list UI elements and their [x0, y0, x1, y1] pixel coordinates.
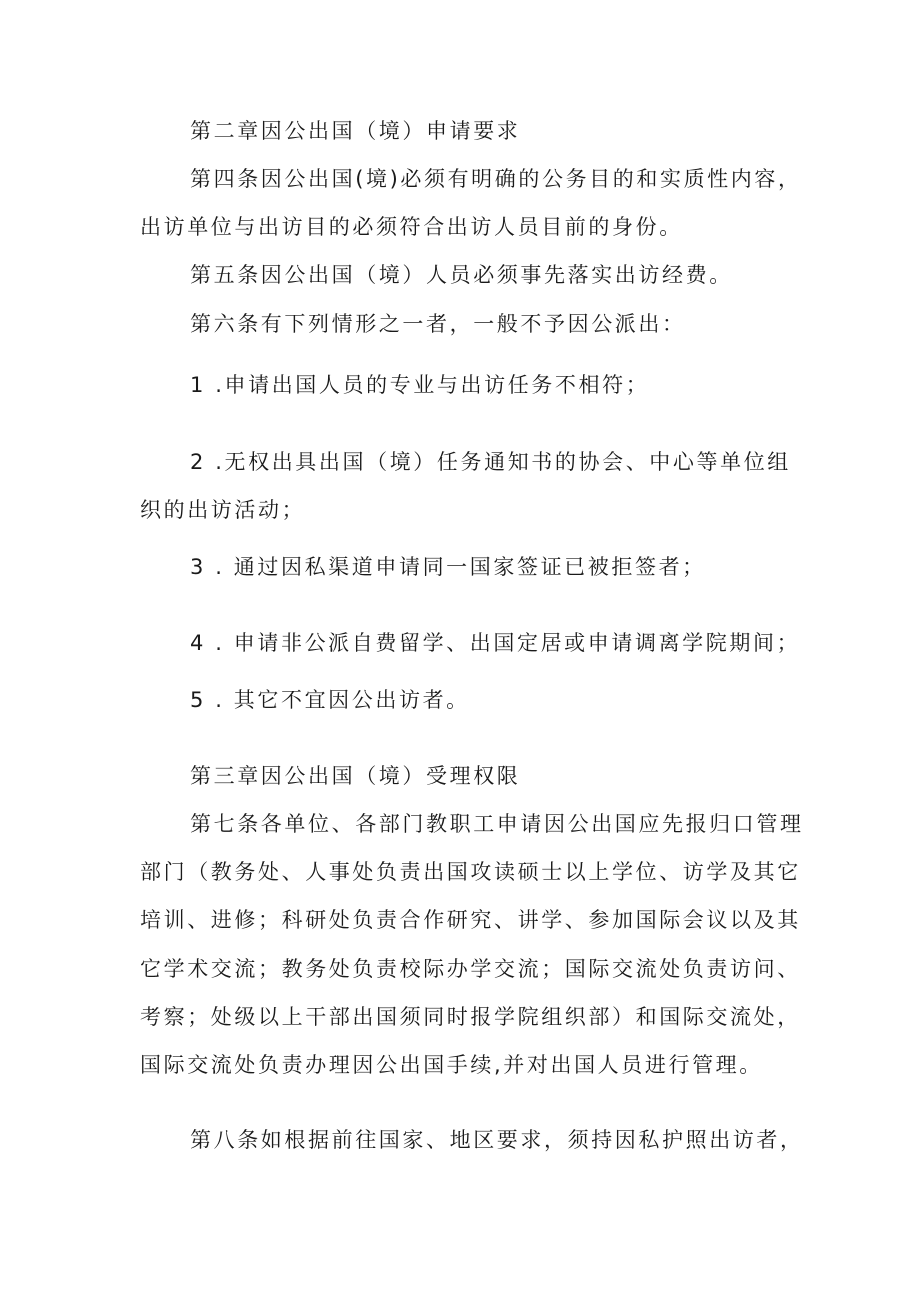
- article-6: 第六条有下列情形之一者，一般不予因公派出：: [190, 312, 686, 336]
- chapter-2-heading: 第二章因公出国（境）申请要求: [190, 119, 521, 143]
- article-6-item-2-line-2: 织的出访活动；: [140, 498, 306, 522]
- article-7-line-3: 培训、进修；科研处负责合作研究、讲学、参加国际会议以及其: [140, 908, 801, 932]
- article-6-item-2-line-1: 2 .无权出具出国（境）任务通知书的协会、中心等单位组: [190, 450, 791, 474]
- article-8-line-1: 第八条如根据前往国家、地区要求，须持因私护照出访者，: [190, 1128, 804, 1152]
- article-5: 第五条因公出国（境）人员必须事先落实出访经费。: [190, 263, 733, 287]
- article-6-item-3: 3 . 通过因私渠道申请同一国家签证已被拒签者；: [190, 555, 706, 579]
- article-7-line-4: 它学术交流；教务处负责校际办学交流；国际交流处负责访问、: [140, 957, 801, 981]
- article-4-line-1: 第四条因公出国(境)必须有明确的公务目的和实质性内容，: [190, 167, 802, 191]
- article-6-item-4: 4 . 申请非公派自费留学、出国定居或申请调离学院期间；: [190, 631, 801, 655]
- article-6-item-5: 5 . 其它不宜因公出访者。: [190, 688, 470, 712]
- article-6-item-1: 1 .申请出国人员的专业与出访任务不相符；: [190, 373, 650, 397]
- article-7-line-2: 部门（教务处、人事处负责出国攻读硕士以上学位、访学及其它: [140, 860, 801, 884]
- article-7-line-5: 考察；处级以上干部出国须同时报学院组织部）和国际交流处，: [140, 1005, 801, 1029]
- article-7-line-1: 第七条各单位、各部门教职工申请因公出国应先报归口管理: [190, 812, 804, 836]
- article-7-line-6: 国际交流处负责办理因公出国手续,并对出国人员进行管理。: [140, 1053, 763, 1077]
- article-4-line-2: 出访单位与出访目的必须符合出访人员目前的身份。: [140, 215, 683, 239]
- chapter-3-heading: 第三章因公出国（境）受理权限: [190, 764, 521, 788]
